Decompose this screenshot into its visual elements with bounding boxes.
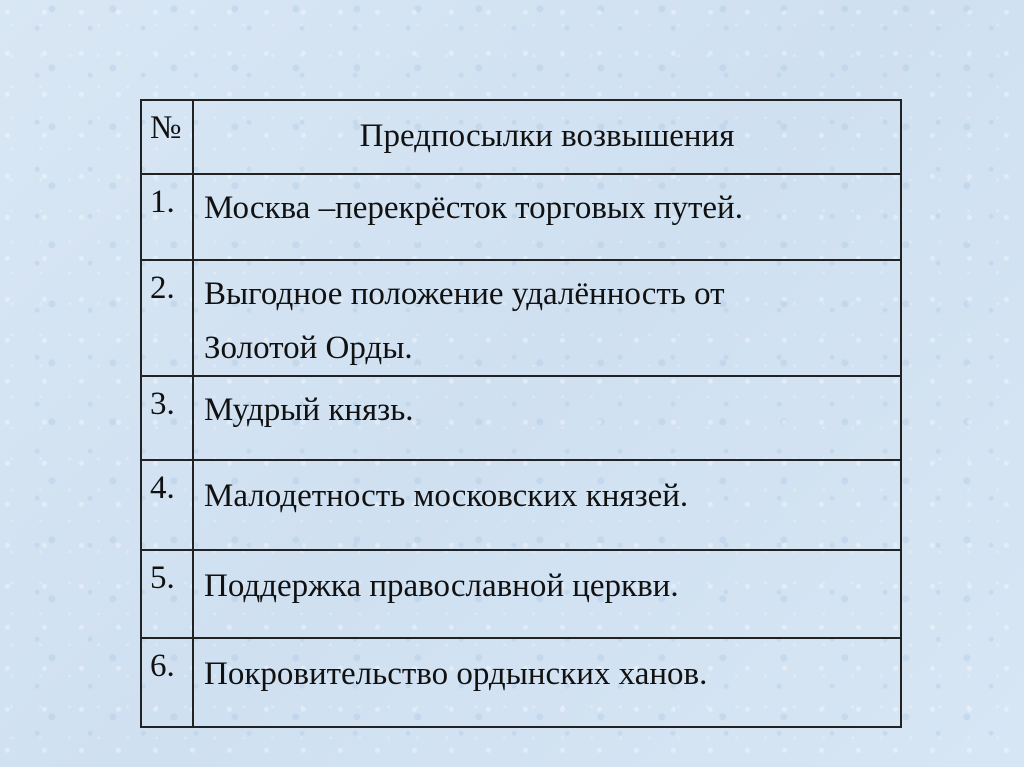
table-row [141, 638, 901, 727]
row-text-cell: Поддержка православной церкви. [193, 550, 901, 638]
table-row [141, 550, 901, 638]
row-number-cell: 6. [141, 638, 193, 727]
row-text-cell [193, 260, 901, 376]
row-text-cell: Покровительство ордынских ханов. [193, 638, 901, 727]
table-row [141, 260, 901, 376]
prerequisites-table [140, 99, 902, 728]
row-number-cell: 1. [141, 174, 193, 260]
table-row [141, 376, 901, 460]
row-text-cell: Малодетность московских князей. [193, 460, 901, 550]
row-number-cell: 2. [141, 260, 193, 376]
header-number-cell: № [141, 100, 193, 174]
row-text-cell: Москва –перекрёсток торговых путей. [193, 174, 901, 260]
row-text-line: Золотой Орды. [204, 330, 413, 366]
header-title-cell: Предпосылки возвышения [193, 100, 901, 174]
table-row [141, 460, 901, 550]
row-number-cell: 5. [141, 550, 193, 638]
row-text-cell: Мудрый князь. [193, 376, 901, 460]
table-header-row [141, 100, 901, 174]
table-row [141, 174, 901, 260]
row-number-cell: 3. [141, 376, 193, 460]
row-number-cell: 4. [141, 460, 193, 550]
row-text-line: Выгодное положение удалённость от [204, 276, 725, 312]
